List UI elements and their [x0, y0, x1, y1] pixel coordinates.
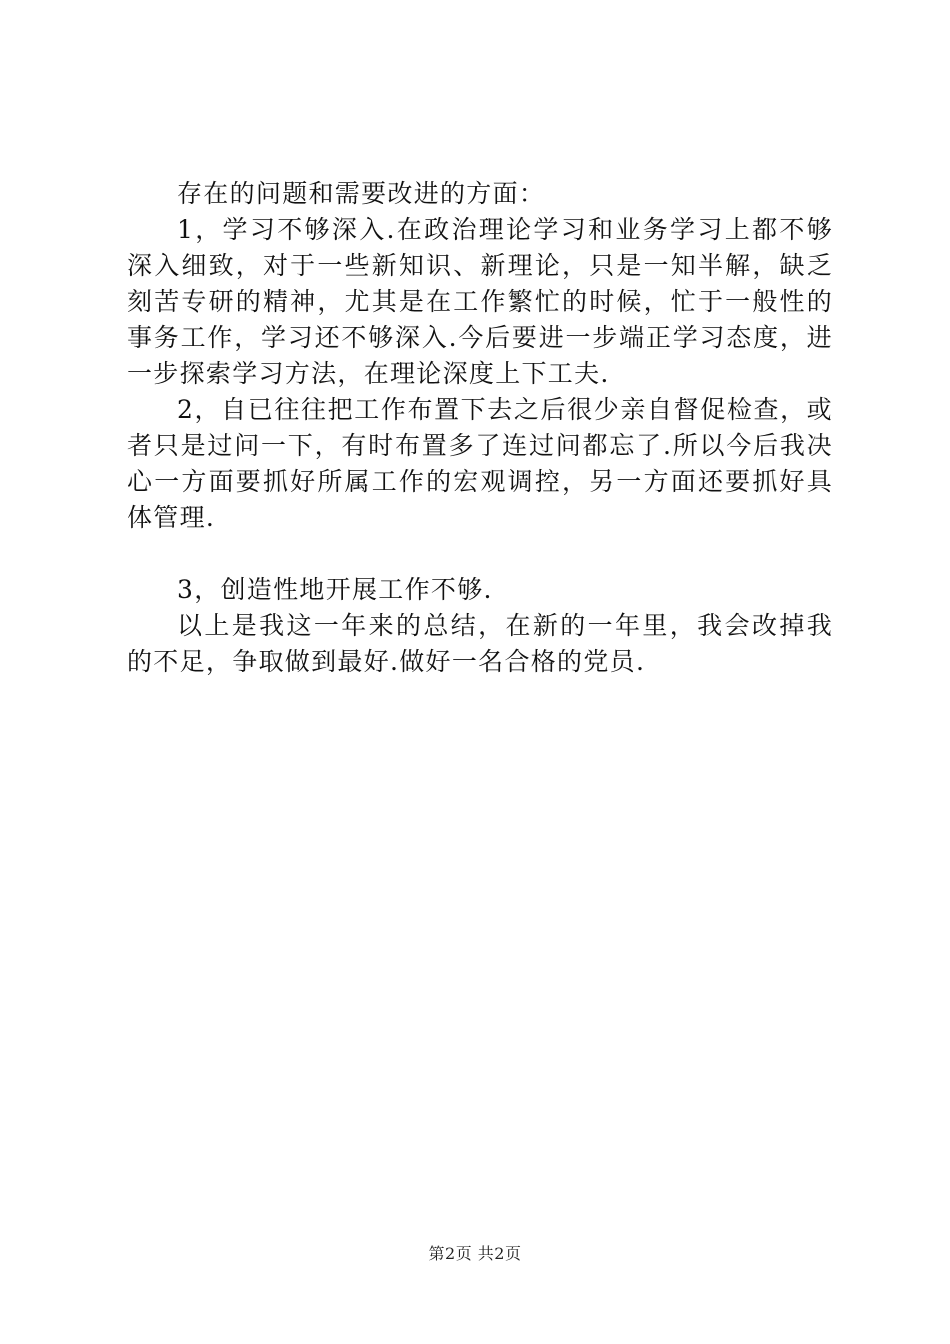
paragraph-item-3: 3，创造性地开展工作不够. — [177, 575, 493, 604]
page-number-footer: 第2页 共2页 — [428, 1244, 522, 1263]
section-heading: 存在的问题和需要改进的方面： — [177, 179, 546, 208]
paragraph-summary: 以上是我这一年来的总结，在新的一年里，我会改掉我的不足，争取做到最好.做好一名合格的党员. — [127, 611, 833, 676]
paragraph-item-2: 2，自已往往把工作布置下去之后很少亲自督促检查，或者只是过问一下，有时布置多了连过问都忘了.所以今后我决心一方面要抓好所属工作的宏观调控，另一方面还要抓好具体管理. — [127, 395, 833, 532]
paragraph-item-1: 1，学习不够深入.在政治理论学习和业务学习上都不够深入细致，对于一些新知识、新理论，只是一知半解，缺乏刻苦专研的精神，尤其是在工作繁忙的时候，忙于一般性的事务工作，学习还不够深入.今后要进一步端正学习态度，进一步探索学习方法，在理论深度上下工夫. — [127, 215, 833, 388]
document-body — [127, 176, 833, 680]
